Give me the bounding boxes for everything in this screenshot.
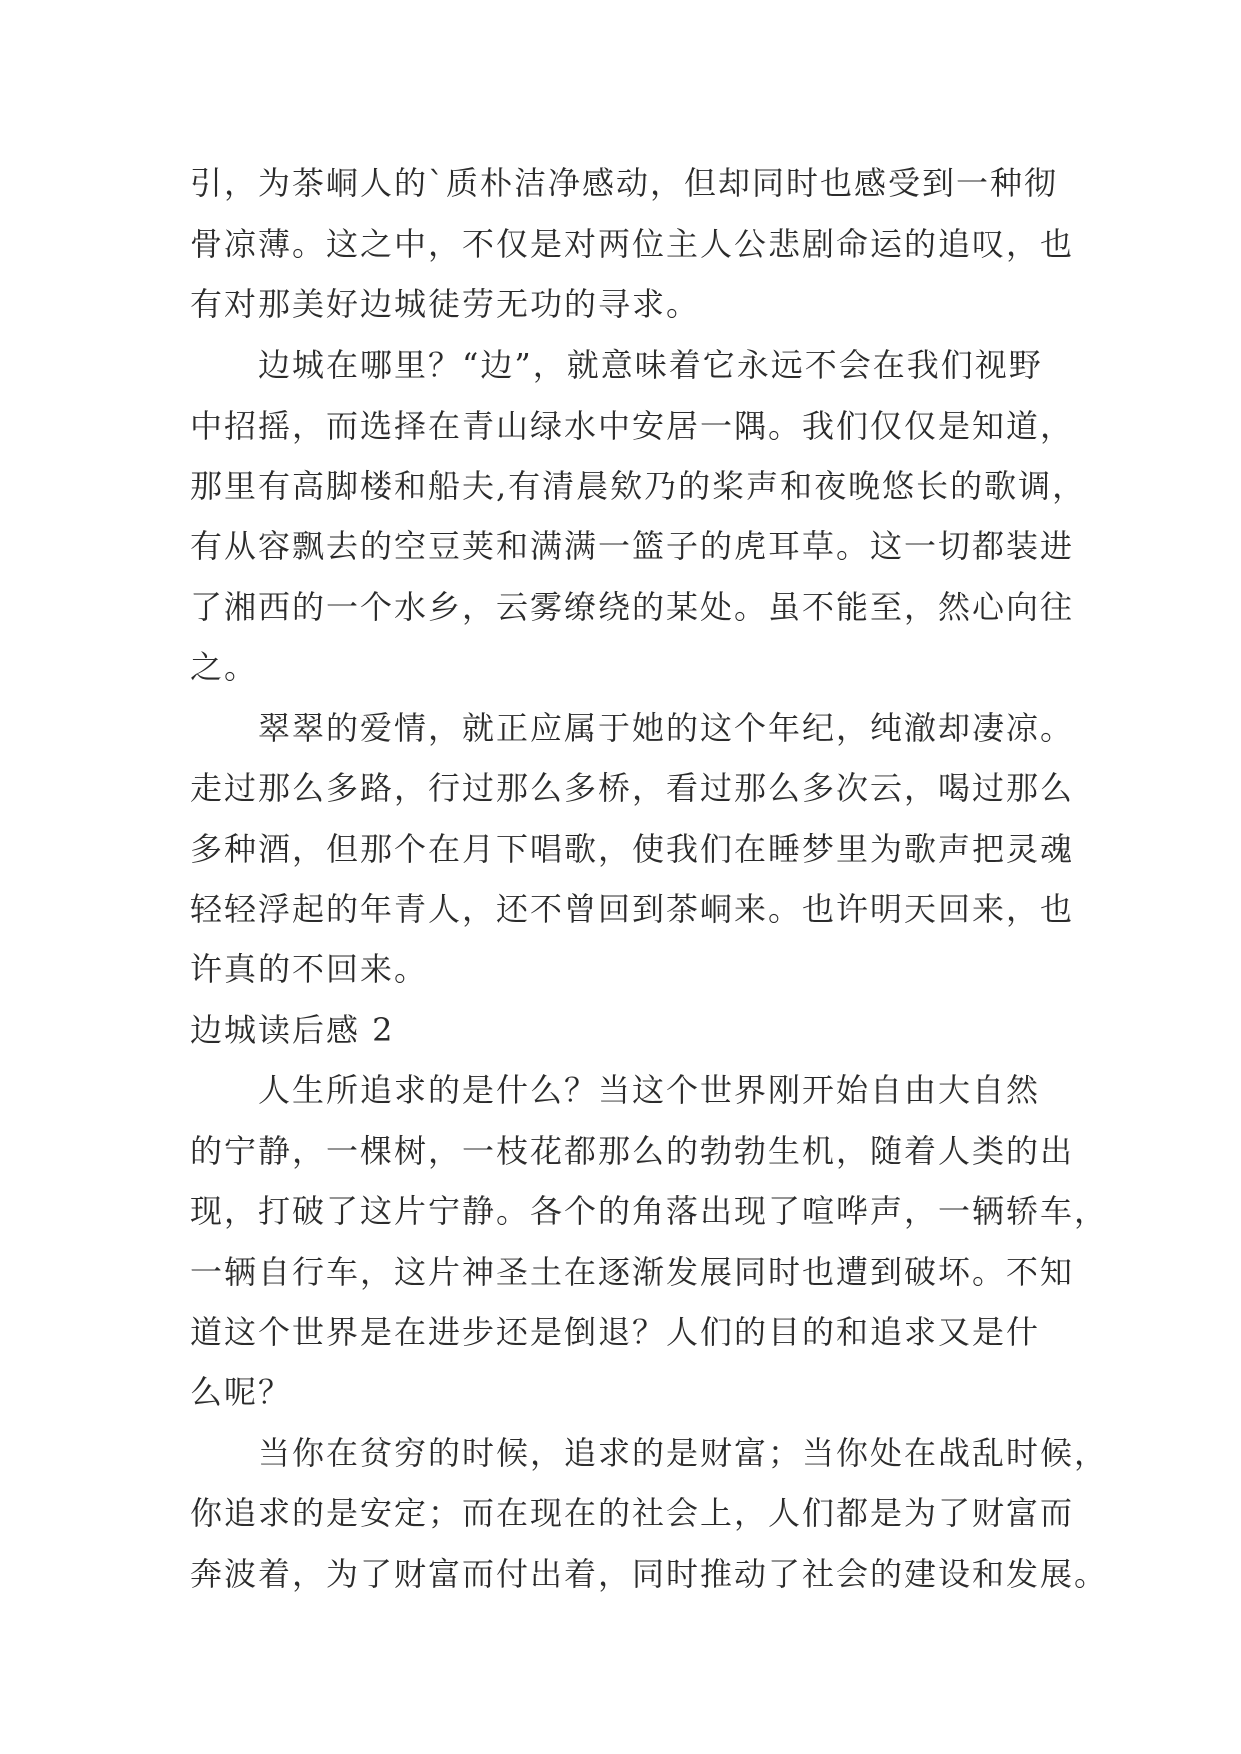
paragraph-first-line: 边城在哪里？“边”，就意味着它永远不会在我们视野	[258, 346, 1043, 384]
text-line: 了湘西的一个水乡，云雾缭绕的某处。虽不能至，然心向往	[190, 588, 1075, 626]
text-line: 么呢？	[190, 1373, 293, 1411]
text-line: 许真的不回来。	[190, 950, 429, 988]
text-line: 现，打破了这片宁静。各个的角落出现了喧哗声，一辆轿车，	[190, 1192, 1109, 1230]
section-heading: 边城读后感 2	[190, 1011, 395, 1049]
text-line: 一辆自行车，这片神圣土在逐渐发展同时也遭到破坏。不知	[190, 1253, 1075, 1291]
text-line: 骨凉薄。这之中，不仅是对两位主人公悲剧命运的追叹，也	[190, 225, 1075, 263]
text-line: 有对那美好边城徒劳无功的寻求。	[190, 285, 701, 323]
text-line: 的宁静，一棵树，一枝花都那么的勃勃生机，随着人类的出	[190, 1132, 1075, 1170]
text-line: 之。	[190, 648, 259, 686]
text-line: 你追求的是安定；而在现在的社会上，人们都是为了财富而	[190, 1494, 1075, 1532]
text-line: 有从容飘去的空豆荚和满满一篮子的虎耳草。这一切都装进	[190, 527, 1075, 565]
text-line: 轻轻浮起的年青人，还不曾回到茶峒来。也许明天回来，也	[190, 890, 1075, 928]
text-line: 道这个世界是在进步还是倒退？人们的目的和追求又是什	[190, 1313, 1041, 1351]
text-line: 引，为茶峒人的`质朴洁净感动，但却同时也感受到一种彻	[190, 164, 1059, 202]
paragraph-first-line: 翠翠的爱情，就正应属于她的这个年纪，纯澈却凄凉。	[258, 709, 1075, 747]
paragraph-first-line: 当你在贫穷的时候，追求的是财富；当你处在战乱时候，	[258, 1434, 1109, 1472]
text-line: 走过那么多路，行过那么多桥，看过那么多次云，喝过那么	[190, 769, 1075, 807]
text-line: 奔波着，为了财富而付出着，同时推动了社会的建设和发展。	[190, 1555, 1109, 1593]
text-line: 多种酒，但那个在月下唱歌，使我们在睡梦里为歌声把灵魂	[190, 830, 1075, 868]
text-line: 那里有高脚楼和船夫,有清晨欸乃的桨声和夜晚悠长的歌调，	[190, 467, 1087, 505]
text-line: 中招摇，而选择在青山绿水中安居一隅。我们仅仅是知道，	[190, 407, 1075, 445]
paragraph-first-line: 人生所追求的是什么？当这个世界刚开始自由大自然	[258, 1071, 1041, 1109]
